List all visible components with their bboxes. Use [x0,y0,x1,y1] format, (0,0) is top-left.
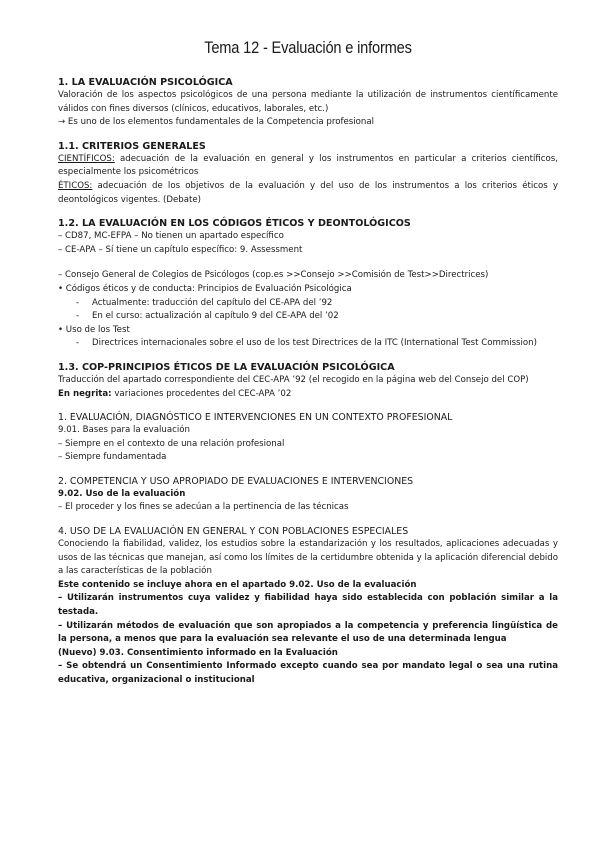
principle-4-line-3: – Utilizarán instrumentos cuya validez y fiabilidad haya sido establecida con población similar a la testada. [58,593,558,618]
principle-1-line-2: – Siempre en el contexto de una relación profesional [58,438,285,449]
section-1-3-heading: 1.3. COP-PRINCIPIOS ÉTICOS DE LA EVALUACIÓN PSICOLÓGICA [58,361,395,373]
principle-4-line-2: Este contenido se incluye ahora en el apartado 9.02. Uso de la evaluación [58,579,417,590]
sub-dash: - [76,297,80,308]
principle-2-heading: 2. COMPETENCIA Y USO APROPIADO DE EVALUACIONES E INTERVENCIONES [58,475,414,487]
principle-1-line-1: 9.01. Bases para la evaluación [58,425,190,436]
section-1-heading: 1. LA EVALUACIÓN PSICOLÓGICA [58,77,233,88]
codigos-line-1: – CD87, MC-EFPA – No tienen un apartado específico [58,231,284,242]
cop-line-1: Traducción del apartado correspondiente del CEC-APA ’92 (el recogido en la página web del Consejo del COP) [58,374,529,385]
cientificos-label: CIENTÍFICOS: [58,153,115,164]
codigos-line-2: – CE-APA – Sí tiene un capítulo específico: 9. Assessment [58,244,303,255]
section-1-definition: Valoración de los aspectos psicológicos de una persona mediante la utilización de instrumentos científicamente válidos con fines diversos (clínicos, educativos, laborales, etc.) [58,90,558,114]
eticos-label: ÉTICOS: [58,180,93,191]
codigos-sub-2: - En el curso: actualización al capítulo 9 del CE-APA del ’02 [58,310,558,324]
codigos-bullet-1: • Códigos éticos y de conducta: Principios de Evaluación Psicológica [58,283,352,294]
criterio-cientificos [58,153,558,180]
principle-4-line-1: Conociendo la fiabilidad, validez, los estudios sobre la estandarización y los resultados, aplicaciones adecuadas y usos de las técnicas que manejan, así como los límites de la certidumbre obtenida y la aplicación diferencial debido a las características de la población [58,539,558,577]
document-page [58,38,558,688]
page-title: Tema 12 - Evaluación e informes [204,38,412,57]
section-1-1-heading: 1.1. CRITERIOS GENERALES [58,140,206,152]
cop-line-2: En negrita: variaciones procedentes del CEC-APA ’02 [58,388,292,399]
principle-1-line-3: – Siempre fundamentada [58,452,167,463]
principle-4-line-5: (Nuevo) 9.03. Consentimiento informado en la Evaluación [58,647,338,658]
principle-4-heading: 4. USO DE LA EVALUACIÓN EN GENERAL Y CON POBLACIONES ESPECIALES [58,526,409,538]
codigos-sub-1: - Actualmente: traducción del capítulo del CE-APA del ’92 [58,297,558,311]
principle-4-line-6: – Se obtendrá un Consentimiento Informado excepto cuando sea por mandato legal o sea una rutina educativa, organizacional o institucional [58,661,558,685]
sub-dash: - [76,311,80,322]
principle-2-line-2: – El proceder y los fines se adecúan a la pertinencia de las técnicas [58,502,349,513]
codigos-line-3: – Consejo General de Colegios de Psicólogos (cop.es >>Consejo >>Comisión de Test>>Directrices) [58,270,489,281]
eticos-text: adecuación de los objetivos de la evaluación y del uso de los instrumentos a los criterios éticos y deontológicos vigentes. (Debate) [58,180,558,205]
principle-2-line-1: 9.02. Uso de la evaluación [58,488,186,499]
section-1-note: → Es uno de los elementos fundamentales de la Competencia profesional [58,117,374,128]
principle-4-line-4: – Utilizarán métodos de evaluación que son apropiados a la competencia y preferencia lingüística de la persona, a menos que para la evaluación sea relevante el uso de una determinada lengua [58,620,558,645]
principle-1-heading: 1. EVALUACIÓN, DIAGNÓSTICO E INTERVENCIONES EN UN CONTEXTO PROFESIONAL [58,412,453,424]
criterio-eticos [58,180,558,207]
sub-dash: - [76,338,80,349]
codigos-bullet-2: • Uso de los Test [58,324,130,335]
section-1-2-heading: 1.2. LA EVALUACIÓN EN LOS CÓDIGOS ÉTICOS Y DEONTOLÓGICOS [58,218,411,230]
codigos-sub-3: - Directrices internacionales sobre el uso de los test Directrices de la ITC (International Test Commission) [58,337,558,351]
cientificos-text: adecuación de la evaluación en general y los instrumentos en particular a criterios científicos, especialmente los psicométricos [58,153,558,178]
